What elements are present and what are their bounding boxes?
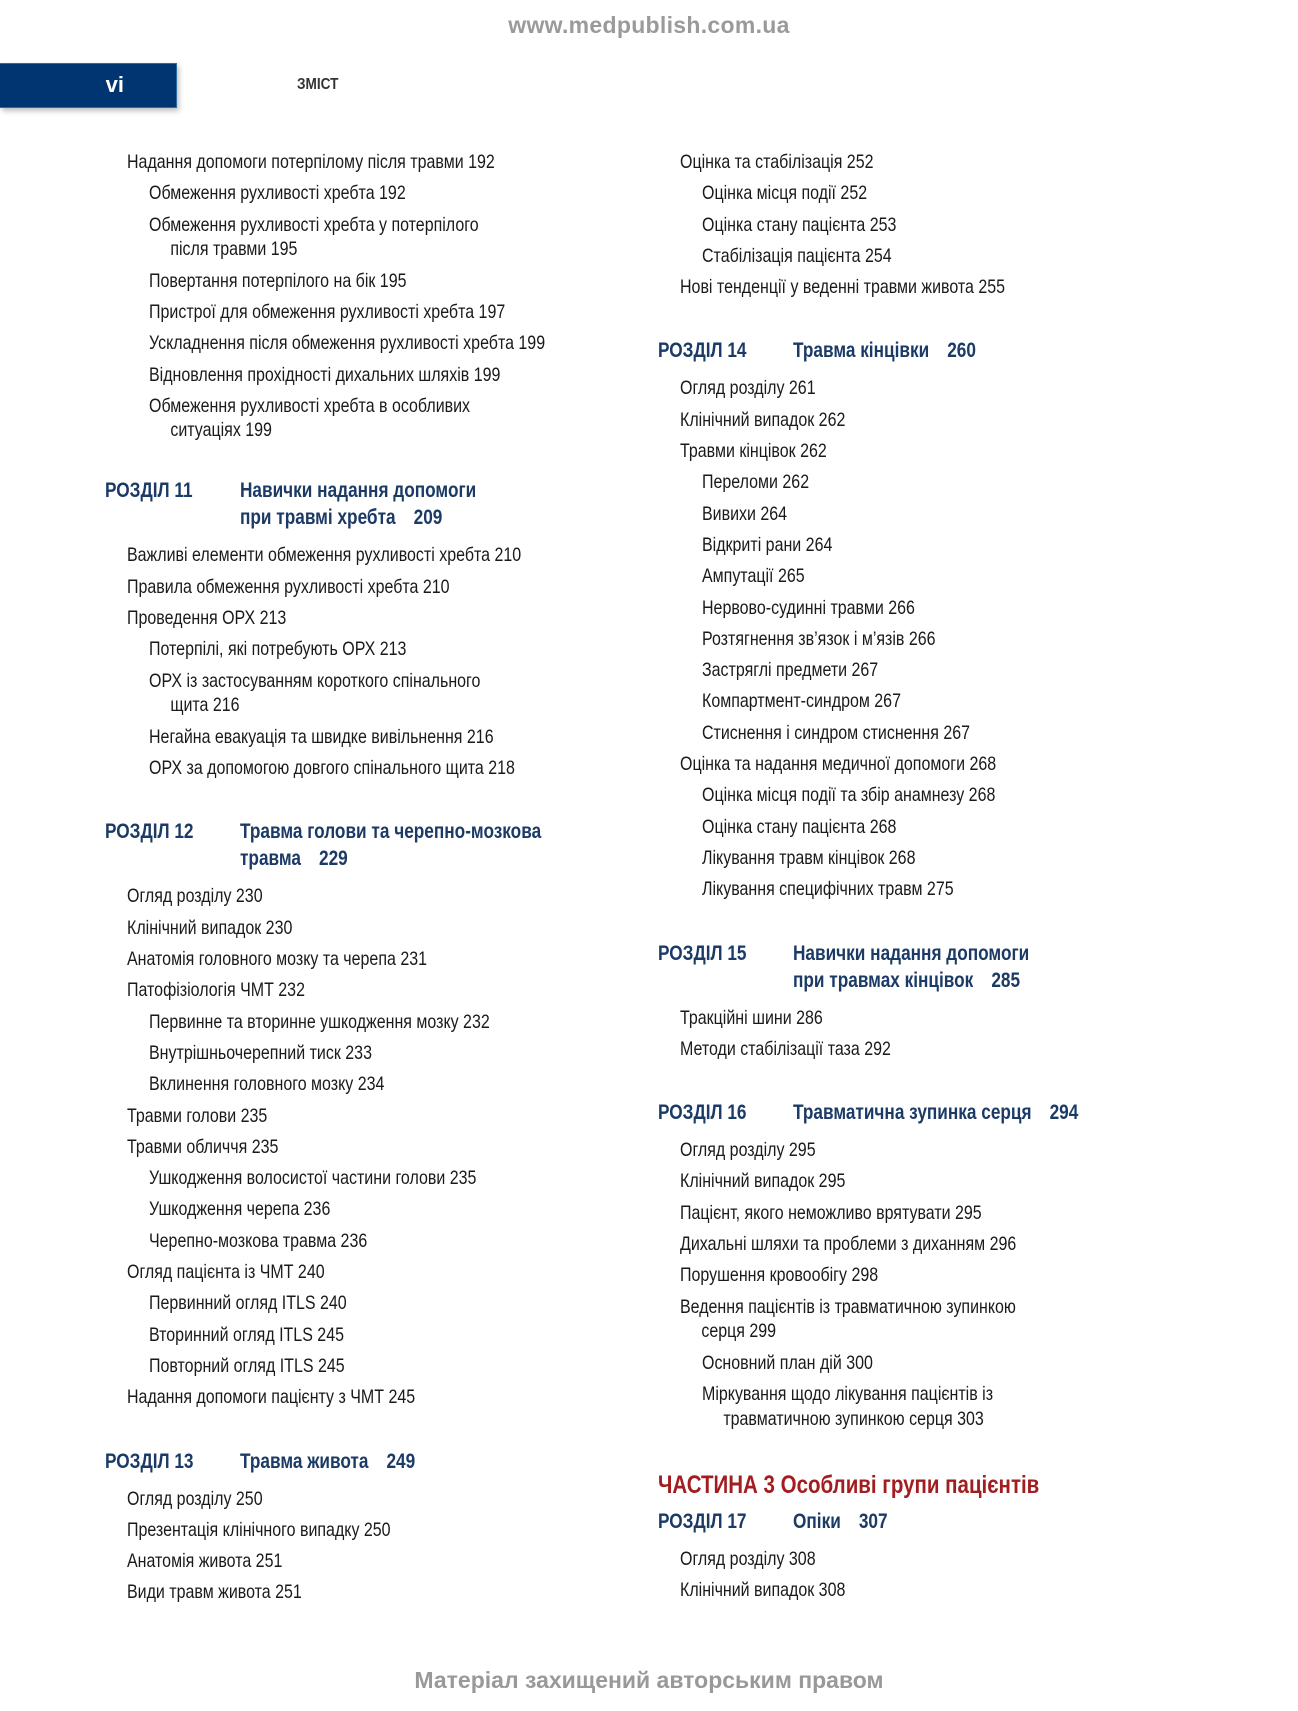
chapter-title-text: Травма живота xyxy=(240,1449,369,1473)
toc-entry-text: Оцінка стану пацієнта 253 xyxy=(702,213,897,236)
toc-entry[interactable] xyxy=(149,1194,572,1225)
toc-entry-text: Травми голови 235 xyxy=(127,1104,268,1127)
toc-entry-text: Оцінка та стабілізація 252 xyxy=(680,151,874,173)
chapter-label: РОЗДІЛ 15 xyxy=(658,941,747,965)
toc-entry-text: Оцінка стану пацієнта 268 xyxy=(702,815,897,838)
chapter-title-line xyxy=(240,477,584,504)
toc-entry[interactable] xyxy=(149,360,572,391)
chapter-heading[interactable] xyxy=(658,337,1218,364)
toc-entry-text: Оцінка місця події та збір анамнезу 268 xyxy=(702,784,996,807)
chapter-title xyxy=(240,477,584,531)
toc-entry-text: Анатомія живота 251 xyxy=(127,1550,283,1573)
toc-entry-text: Потерпілі, які потребують ОРХ 213 xyxy=(149,638,407,661)
chapter-title-text: Опіки xyxy=(793,1509,841,1533)
toc-entry-text: ОРХ із застосуванням короткого спінального xyxy=(149,669,481,692)
toc-entry-text: Повертання потерпілого на бік 195 xyxy=(149,269,407,292)
toc-entry-text: Огляд розділу 230 xyxy=(127,885,263,908)
toc-entry[interactable] xyxy=(127,1257,568,1288)
toc-entry-text: Черепно-мозкова травма 236 xyxy=(149,1229,368,1252)
toc-entry[interactable] xyxy=(127,1577,568,1608)
chapter-title xyxy=(793,337,1137,364)
toc-entry-text: Ускладнення після обмеження рухливості хребта 199 xyxy=(149,332,546,355)
chapter-page-number: 260 xyxy=(947,339,976,363)
chapter-title-text: Навички надання допомоги xyxy=(240,479,477,503)
toc-entry[interactable] xyxy=(127,1484,568,1515)
toc-entry[interactable] xyxy=(127,913,568,944)
toc-entry-text: Надання допомоги пацієнту з ЧМТ 245 xyxy=(127,1386,416,1409)
toc-entry[interactable] xyxy=(702,874,1125,905)
toc-right-column xyxy=(658,147,1218,1606)
toc-entry[interactable] xyxy=(680,436,1121,467)
toc-entry[interactable] xyxy=(680,405,1121,436)
toc-entry-text: Вивихи 264 xyxy=(702,502,788,525)
toc-entry[interactable] xyxy=(702,593,1125,624)
chapter-page-number: 294 xyxy=(1049,1101,1079,1125)
toc-entry[interactable] xyxy=(702,624,1125,655)
toc-entry[interactable] xyxy=(149,634,572,665)
toc-entry[interactable] xyxy=(149,391,572,443)
toc-entry-text: Важливі елементи обмеження рухливості хребта 210 xyxy=(127,544,522,567)
toc-entry-text: Клінічний випадок 295 xyxy=(680,1170,846,1193)
toc-entry[interactable] xyxy=(702,718,1125,749)
chapter-label: РОЗДІЛ 16 xyxy=(658,1101,747,1125)
toc-entry[interactable] xyxy=(702,655,1125,686)
toc-entry-text: Відкриті рани 264 xyxy=(702,533,833,556)
toc-entry-text: Клінічний випадок 262 xyxy=(680,408,846,431)
toc-entry[interactable] xyxy=(702,843,1125,874)
chapter-title xyxy=(793,1099,1137,1126)
chapter-label: РОЗДІЛ 12 xyxy=(105,820,194,844)
toc-entry-text: Правила обмеження рухливості хребта 210 xyxy=(127,575,450,598)
toc-entry[interactable] xyxy=(702,686,1125,717)
toc-entry-text: Стабілізація пацієнта 254 xyxy=(702,244,892,267)
toc-entry-text: Травми кінцівок 262 xyxy=(680,440,827,463)
toc-entry-text: Оцінка місця події 252 xyxy=(702,182,868,205)
toc-entry-text: Розтягнення зв’язок і м’язів 266 xyxy=(702,627,936,650)
toc-entry[interactable] xyxy=(149,1288,572,1319)
toc-entry[interactable] xyxy=(127,540,568,571)
toc-entry[interactable] xyxy=(702,1348,1125,1379)
running-head: ЗМІСТ xyxy=(297,76,339,93)
chapter-title-text: Травма голови та черепно-мозкова xyxy=(240,820,542,844)
toc-entry-continuation: серця 299 xyxy=(701,1319,777,1342)
chapter-label: РОЗДІЛ 14 xyxy=(658,339,747,363)
toc-entry[interactable] xyxy=(127,1132,568,1163)
toc-entry-text: Ушкодження волосистої частини голови 235 xyxy=(149,1167,477,1190)
toc-entry[interactable] xyxy=(127,1382,568,1413)
toc-entry[interactable] xyxy=(149,1069,572,1100)
toc-entry[interactable] xyxy=(127,603,568,634)
toc-entry-text: Ампутації 265 xyxy=(702,565,805,588)
chapter-title-line xyxy=(793,1099,1137,1126)
toc-entry[interactable] xyxy=(149,1038,572,1069)
toc-entry[interactable] xyxy=(149,1320,572,1351)
chapter-title-line xyxy=(793,967,1137,994)
toc-entry-text: Вторинний огляд ITLS 245 xyxy=(149,1323,344,1346)
toc-entry[interactable] xyxy=(149,1226,572,1257)
toc-entry-text: ОРХ за допомогою довгого спінального щита 218 xyxy=(149,757,515,780)
toc-entry-text: Обмеження рухливості хребта 192 xyxy=(149,182,406,205)
chapter-title-text: Травматична зупинка серця xyxy=(793,1101,1032,1125)
toc-entry[interactable] xyxy=(127,944,568,975)
toc-entry-text: Стиснення і синдром стиснення 267 xyxy=(702,721,970,744)
toc-entry-text: Клінічний випадок 308 xyxy=(680,1578,846,1601)
chapter-title xyxy=(793,1508,1137,1535)
chapter-title-line xyxy=(240,818,584,845)
toc-entry-text: Патофізіологія ЧМТ 232 xyxy=(127,979,305,1002)
toc-entry-text: Оцінка та надання медичної допомоги 268 xyxy=(680,753,997,776)
toc-entry[interactable] xyxy=(127,1546,568,1577)
toc-entry-text: Проведення ОРХ 213 xyxy=(127,606,287,629)
toc-entry[interactable] xyxy=(680,1003,1121,1034)
copyright-watermark: Матеріал захищений авторським правом xyxy=(414,1667,884,1693)
toc-entry[interactable] xyxy=(680,272,1121,303)
toc-entry[interactable] xyxy=(680,1198,1121,1229)
toc-entry-text: Огляд пацієнта із ЧМТ 240 xyxy=(127,1261,325,1284)
toc-entry-continuation: ситуаціях 199 xyxy=(170,419,272,442)
toc-entry[interactable] xyxy=(680,373,1121,404)
toc-entry[interactable] xyxy=(702,178,1125,209)
toc-entry-text: Огляд розділу 250 xyxy=(127,1487,263,1510)
toc-entry[interactable] xyxy=(702,1379,1125,1431)
toc-entry-text: Відновлення прохідності дихальних шляхів 199 xyxy=(149,363,501,386)
toc-entry[interactable] xyxy=(680,1260,1121,1291)
toc-entry[interactable] xyxy=(702,499,1125,530)
toc-entry-text: Пристрої для обмеження рухливості хребта 197 xyxy=(149,301,506,324)
toc-entry[interactable] xyxy=(149,210,572,262)
chapter-title-line xyxy=(240,845,584,872)
toc-entry[interactable] xyxy=(149,1351,572,1382)
page-number-tab xyxy=(0,63,177,108)
chapter-title-text: Навички надання допомоги xyxy=(793,941,1030,965)
toc-entry-text: Обмеження рухливості хребта у потерпілого xyxy=(149,213,479,236)
toc-entry-text: Клінічний випадок 230 xyxy=(127,916,293,939)
toc-entry[interactable] xyxy=(702,241,1125,272)
toc-entry[interactable] xyxy=(149,753,572,784)
toc-entry[interactable] xyxy=(127,147,568,178)
toc-entry-text: Переломи 262 xyxy=(702,471,810,494)
toc-entry[interactable] xyxy=(702,210,1125,241)
toc-entry[interactable] xyxy=(127,572,568,603)
toc-entry[interactable] xyxy=(149,1163,572,1194)
chapter-heading[interactable] xyxy=(658,1508,1218,1535)
chapter-title xyxy=(240,818,584,872)
chapter-heading[interactable] xyxy=(105,1448,665,1475)
toc-entry-text: Дихальні шляхи та проблеми з диханням 296 xyxy=(680,1233,1017,1256)
toc-entry[interactable] xyxy=(702,780,1125,811)
toc-entry-continuation: травматичною зупинкою серця 303 xyxy=(723,1407,984,1430)
toc-entry-continuation: щита 216 xyxy=(170,693,240,716)
site-url[interactable]: www.medpublish.com.ua xyxy=(508,12,790,38)
chapter-page-number: 209 xyxy=(413,506,443,530)
chapter-heading[interactable] xyxy=(105,818,665,872)
toc-entry-text: Повторний огляд ITLS 245 xyxy=(149,1354,345,1377)
chapter-title-text: Травма кінцівки xyxy=(793,339,930,363)
toc-entry-text: Застряглі предмети 267 xyxy=(702,659,879,682)
toc-entry[interactable] xyxy=(680,1575,1121,1606)
toc-entry-text: Компартмент-синдром 267 xyxy=(702,690,901,713)
toc-entry-text: Анатомія головного мозку та черепа 231 xyxy=(127,948,428,971)
chapter-page-number: 285 xyxy=(991,968,1021,992)
toc-entry-text: Міркування щодо лікування пацієнтів із xyxy=(702,1383,994,1406)
toc-entry[interactable] xyxy=(149,1007,572,1038)
toc-entry[interactable] xyxy=(702,467,1125,498)
toc-entry[interactable] xyxy=(680,1229,1121,1260)
toc-entry[interactable] xyxy=(680,147,1121,178)
chapter-title-line xyxy=(793,940,1137,967)
toc-entry-text: Ушкодження черепа 236 xyxy=(149,1198,331,1221)
toc-entry-text: Пацієнт, якого неможливо врятувати 295 xyxy=(680,1201,982,1224)
chapter-page-number: 307 xyxy=(858,1509,888,1533)
toc-entry-text: Тракційні шини 286 xyxy=(680,1006,823,1029)
toc-entry[interactable] xyxy=(149,266,572,297)
toc-entry-text: Порушення кровообігу 298 xyxy=(680,1264,879,1287)
chapter-title-line xyxy=(240,1448,584,1475)
chapter-title-line xyxy=(240,504,584,531)
toc-entry-text: Презентація клінічного випадку 250 xyxy=(127,1518,391,1541)
toc-entry[interactable] xyxy=(702,530,1125,561)
chapter-title-text: травма xyxy=(240,847,301,871)
toc-entry-text: Нові тенденції у веденні травми живота 255 xyxy=(680,276,1006,299)
chapter-heading[interactable] xyxy=(658,1099,1218,1126)
toc-entry[interactable] xyxy=(680,1166,1121,1197)
toc-entry-text: Лікування специфічних травм 275 xyxy=(702,878,954,901)
chapter-heading[interactable] xyxy=(658,940,1218,994)
toc-entry[interactable] xyxy=(702,561,1125,592)
toc-entry-text: Негайна евакуація та швидке вивільнення 216 xyxy=(149,725,494,748)
chapter-title-line xyxy=(793,1508,1137,1535)
toc-entry-text: Травми обличчя 235 xyxy=(127,1135,279,1158)
chapter-title-text: при травмах кінцівок xyxy=(793,968,974,992)
toc-entry[interactable] xyxy=(680,749,1121,780)
toc-entry-text: Огляд розділу 308 xyxy=(680,1547,816,1570)
chapter-title xyxy=(793,940,1137,994)
toc-entry-continuation: після травми 195 xyxy=(170,237,298,260)
toc-entry-text: Внутрішньочерепний тиск 233 xyxy=(149,1041,372,1064)
toc-entry[interactable] xyxy=(702,812,1125,843)
toc-entry-text: Надання допомоги потерпілому після травми 192 xyxy=(127,151,495,173)
toc-entry-text: Основний план дій 300 xyxy=(702,1351,873,1374)
toc-entry-text: Ведення пацієнтів із травматичною зупинкою xyxy=(680,1295,1016,1318)
chapter-label: РОЗДІЛ 17 xyxy=(658,1509,747,1533)
chapter-page-number: 229 xyxy=(319,847,348,871)
toc-entry[interactable] xyxy=(680,1135,1121,1166)
chapter-title-line xyxy=(793,337,1137,364)
part-heading[interactable]: ЧАСТИНА 3 Особливі групи пацієнтів xyxy=(658,1470,1040,1499)
toc-left-column xyxy=(105,147,665,1609)
toc-entry-text: Види травм живота 251 xyxy=(127,1581,302,1604)
toc-entry[interactable] xyxy=(127,1101,568,1132)
toc-entry-text: Лікування травм кінцівок 268 xyxy=(702,846,916,869)
chapter-title xyxy=(240,1448,584,1475)
toc-entry[interactable] xyxy=(680,1034,1121,1065)
toc-entry-text: Огляд розділу 295 xyxy=(680,1139,816,1162)
toc-entry[interactable] xyxy=(680,1544,1121,1575)
toc-entry-text: Первинне та вторинне ушкодження мозку 232 xyxy=(149,1010,490,1033)
toc-entry[interactable] xyxy=(680,1292,1121,1344)
chapter-page-number: 249 xyxy=(386,1449,416,1473)
chapter-heading[interactable] xyxy=(105,477,665,531)
chapter-title-text: при травмі хребта xyxy=(240,506,396,530)
chapter-label: РОЗДІЛ 13 xyxy=(105,1449,194,1473)
toc-entry[interactable] xyxy=(149,328,572,359)
toc-entry[interactable] xyxy=(127,881,568,912)
toc-entry-text: Вклинення головного мозку 234 xyxy=(149,1073,385,1096)
toc-entry-text: Первинний огляд ITLS 240 xyxy=(149,1292,347,1315)
toc-entry[interactable] xyxy=(127,975,568,1006)
toc-entry-text: Обмеження рухливості хребта в особливих xyxy=(149,395,471,418)
toc-entry[interactable] xyxy=(149,722,572,753)
toc-entry-text: Нервово-судинні травми 266 xyxy=(702,596,915,619)
toc-entry[interactable] xyxy=(127,1515,568,1546)
toc-entry-text: Методи стабілізації таза 292 xyxy=(680,1037,891,1060)
toc-entry-text: Огляд розділу 261 xyxy=(680,377,816,400)
toc-entry[interactable] xyxy=(149,178,572,209)
chapter-label: РОЗДІЛ 11 xyxy=(105,479,193,503)
toc-entry[interactable] xyxy=(149,297,572,328)
page-number: vi xyxy=(105,72,124,97)
toc-entry[interactable] xyxy=(149,666,572,718)
